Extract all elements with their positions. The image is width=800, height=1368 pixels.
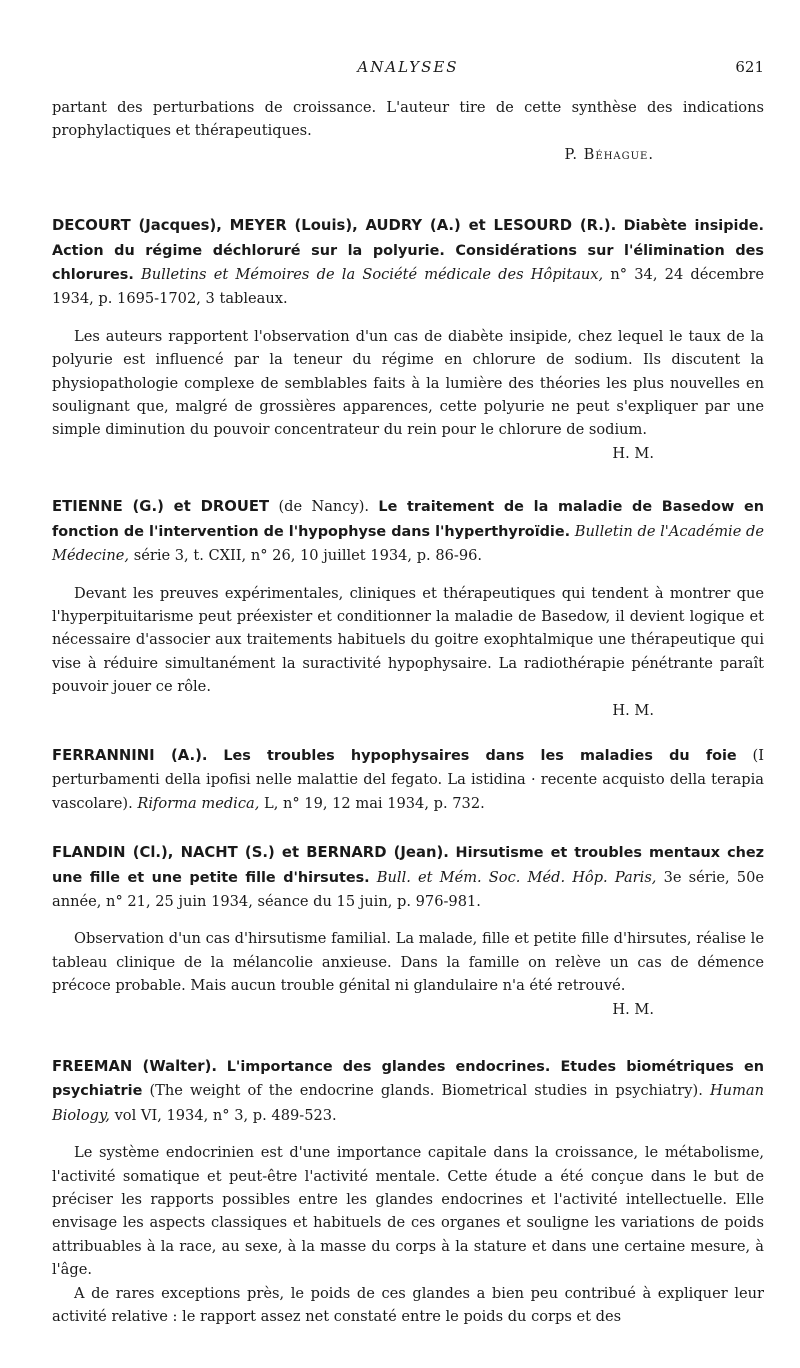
entry-title: Hirsutisme et troubles mentaux chez une fille et une petite fille d'hirsutes. bbox=[52, 845, 765, 886]
entry-subtitle: (The weight of the endocrine glands. Biometrical studies in psychiatry). bbox=[149, 1082, 703, 1100]
entry-citation bbox=[52, 841, 764, 913]
entry-body bbox=[52, 927, 764, 997]
page bbox=[52, 58, 764, 1328]
entry-body bbox=[52, 325, 764, 442]
entry-body-text: Observation d'un cas d'hirsutisme familial. La malade, fille et petite fille d'hirsutes, réalise le tableau clinique de la mélancolie anxieuse. Dans la famille on relève un cas de démence précoce probable. Mais aucun trouble génital ni glandulaire n'a été retrouvé. bbox=[52, 930, 764, 995]
entry-authors: FLANDIN (Cl.), NACHT (S.) et BERNARD (Jean). bbox=[52, 844, 449, 862]
entry-authors: FERRANNINI (A.). bbox=[52, 746, 208, 764]
entry-source: Human Biology, bbox=[52, 1082, 765, 1124]
entry-source: Bulletins et Mémoires de la Société médicale des Hôpitaux, bbox=[141, 266, 604, 284]
entry-authors-note: (de Nancy). bbox=[278, 498, 370, 516]
entry-title: L'importance des glandes endocrines. Etudes biométriques en psychiatrie bbox=[52, 1059, 764, 1100]
entry-title: Les troubles hypophysaires dans les maladies du foie bbox=[223, 747, 737, 764]
entry-authors: ETIENNE (G.) et DROUET bbox=[52, 498, 270, 516]
entry-signature bbox=[52, 442, 764, 465]
entry-details: série 3, t. CXII, n° 26, 10 juillet 1934, p. 86-96. bbox=[133, 547, 483, 565]
signature-text: H. M. bbox=[612, 1000, 654, 1018]
entry-body-text: A de rares exceptions près, le poids de ces glandes a bien peu contribué à expliquer leur activité relative : le rapport assez net constaté entre le poids du corps et des bbox=[52, 1284, 764, 1326]
entry-source: Bull. et Mém. Soc. Méd. Hôp. Paris, bbox=[376, 868, 657, 886]
entry-body-text: Devant les preuves expérimentales, cliniques et thérapeutiques qui tendent à montrer que l'hyperpituitarisme peut préexister et conditionner la maladie de Basedow, il devient logique et nécessaire d'associer aux traitements habituels du goitre exophtalmique une thérapeutique qui vise à réduire simultanément la suractivité hypophysaire. La radiothérapie pénétrante paraît pouvoir jouer ce rôle. bbox=[52, 584, 764, 696]
signature-text: H. M. bbox=[612, 444, 654, 462]
entry-authors: FREEMAN (Walter). bbox=[52, 1058, 217, 1075]
entry-body bbox=[52, 1141, 764, 1281]
signature-text: H. M. bbox=[612, 701, 654, 719]
entry-citation bbox=[52, 214, 764, 311]
continuation-block bbox=[52, 96, 764, 166]
entry-title: Diabète insipide. Action du régime déchloruré sur la polyurie. Considérations sur l'élimination des chlorures. bbox=[52, 218, 764, 284]
page-number: 621 bbox=[735, 58, 764, 76]
continuation-text bbox=[52, 96, 764, 143]
entry-source: Riforma medica, bbox=[137, 794, 260, 812]
entry-source: Bulletin de l'Académie de Médecine, bbox=[52, 522, 765, 565]
abstract-entry bbox=[52, 214, 764, 465]
entry-subtitle: (I perturbamenti della ipofisi nelle malattie del fegato. La istidina · recente acquisto della terapia vascolare). bbox=[52, 746, 765, 812]
abstract-entry bbox=[52, 1055, 764, 1328]
running-title: ANALYSES bbox=[357, 58, 459, 76]
continuation-body: partant des perturbations de croissance. L'auteur tire de cette synthèse des indications prophylactiques et thérapeutiques. bbox=[52, 99, 764, 140]
page-header bbox=[52, 58, 764, 82]
abstract-entry bbox=[52, 841, 764, 1021]
abstract-entry bbox=[52, 495, 764, 722]
entry-body-text: Le système endocrinien est d'une importance capitale dans la croissance, le métabolisme, l'activité somatique et peut-être l'activité mentale. Cette étude a été conçue dans le but de préciser les rapports possibles entre les glandes endocrines et l'activité intellectuelle. Elle envisage les aspects classiques et habituels de ces organes et souligne les variations de poids attribuables à la race, au sexe, à la masse du corps à la stature et dans une certaine mesure, à l'âge. bbox=[52, 1144, 764, 1279]
entry-citation bbox=[52, 495, 764, 567]
continuation-signature bbox=[52, 143, 764, 166]
entry-citation bbox=[52, 1055, 764, 1127]
entry-title: Le traitement de la maladie de Basedow en fonction de l'intervention de l'hypophyse dans l'hyperthyroïdie. bbox=[52, 499, 764, 540]
entry-body-text: Les auteurs rapportent l'observation d'un cas de diabète insipide, chez lequel le taux de la polyurie est influencé par la teneur du régime en chlorure de sodium. Ils discutent la physiopathologie complexe de semblables faits à la lumière des théories les plus nouvelles en soulignant que, malgré de grossières apparences, cette polyurie ne peut s'expliquer par une simple diminution du pouvoir concentrateur du rein pour le chlorure de sodium. bbox=[52, 327, 764, 439]
abstract-entry bbox=[52, 744, 764, 815]
entry-signature bbox=[52, 998, 764, 1021]
entry-details: L, n° 19, 12 mai 1934, p. 732. bbox=[264, 794, 485, 812]
entry-authors: DECOURT (Jacques), MEYER (Louis), AUDRY (A.) et LESOURD (R.). bbox=[52, 217, 617, 235]
entry-citation bbox=[52, 744, 764, 815]
entry-signature bbox=[52, 699, 764, 722]
entry-details: 3e série, 50e année, n° 21, 25 juin 1934, séance du 15 juin, p. 976-981. bbox=[52, 868, 764, 910]
entry-body-continued bbox=[52, 1282, 764, 1329]
entry-details: vol VI, 1934, n° 3, p. 489-523. bbox=[114, 1106, 337, 1124]
signature-text: P. Béhague. bbox=[564, 145, 654, 163]
entry-body bbox=[52, 582, 764, 699]
entry-details: n° 34, 24 décembre 1934, p. 1695-1702, 3 tableaux. bbox=[52, 266, 765, 308]
